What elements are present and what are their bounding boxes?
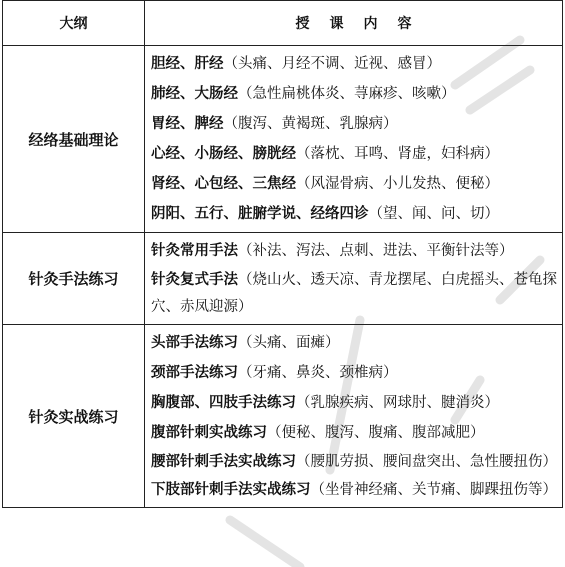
content-line bbox=[151, 448, 562, 476]
topic-text: 胸腹部、四肢手法练习 bbox=[151, 394, 296, 411]
content-line bbox=[151, 79, 562, 109]
detail-text: （乳腺疾病、网球肘、腱消炎） bbox=[296, 395, 499, 411]
topic-text: 针灸常用手法 bbox=[151, 242, 238, 259]
topic-text: 针灸复式手法 bbox=[151, 271, 238, 288]
detail-text: （腰肌劳损、腰间盘突出、急性腰扭伤） bbox=[296, 454, 557, 470]
detail-text: （风湿骨病、小儿发热、便秘） bbox=[296, 176, 499, 192]
topic-text: 颈部手法练习 bbox=[151, 364, 238, 381]
topic-text: 心经、小肠经、膀胱经 bbox=[151, 145, 296, 162]
topic-text: 胃经、脾经 bbox=[151, 115, 224, 132]
content-line bbox=[151, 199, 562, 229]
content-line bbox=[151, 139, 562, 169]
detail-text: （头痛、月经不调、近视、感冒） bbox=[223, 56, 441, 72]
section-title: 经络基础理论 bbox=[3, 46, 145, 233]
topic-text: 胆经、肝经 bbox=[151, 55, 224, 72]
topic-text: 肾经、心包经、三焦经 bbox=[151, 175, 296, 192]
detail-text: （落枕、耳鸣、肾虚，妇科病） bbox=[296, 146, 499, 162]
topic-text: 腰部针刺手法实战练习 bbox=[151, 453, 296, 470]
detail-text: （坐骨神经痛、关节痛、脚踝扭伤等） bbox=[310, 482, 557, 498]
header-row bbox=[3, 1, 563, 46]
content-line bbox=[151, 388, 562, 418]
detail-text: （补法、泻法、点刺、进法、平衡针法等） bbox=[238, 243, 514, 259]
topic-text: 头部手法练习 bbox=[151, 334, 238, 351]
section-content bbox=[145, 233, 563, 325]
topic-text: 腹部针刺实战练习 bbox=[151, 424, 267, 441]
outline-header: 大纲 bbox=[3, 1, 145, 46]
section-title: 针灸手法练习 bbox=[3, 233, 145, 325]
detail-text: （急性扁桃体炎、荨麻疹、咳嗽） bbox=[238, 86, 456, 102]
topic-text: 阴阳、五行、脏腑学说、经络四诊 bbox=[151, 205, 369, 222]
content-line bbox=[151, 418, 562, 448]
section-title: 针灸实战练习 bbox=[3, 325, 145, 508]
section-row bbox=[3, 325, 563, 508]
section-row bbox=[3, 233, 563, 325]
detail-text: （腹泻、黄褐斑、乳腺病） bbox=[223, 116, 398, 132]
detail-text: （便秘、腹泻、腹痛、腹部减肥） bbox=[267, 425, 485, 441]
content-line bbox=[151, 109, 562, 139]
section-content bbox=[145, 325, 563, 508]
content-line bbox=[151, 266, 562, 321]
syllabus-table bbox=[2, 0, 563, 508]
section-row bbox=[3, 46, 563, 233]
topic-text: 下肢部针刺手法实战练习 bbox=[151, 481, 311, 498]
section-content bbox=[145, 46, 563, 233]
detail-text: （烧山火、透天凉、青龙摆尾、白虎摇头、苍龟探穴、赤凤迎源） bbox=[151, 272, 557, 315]
detail-text: （牙痛、鼻炎、颈椎病） bbox=[238, 365, 398, 381]
detail-text: （望、闻、问、切） bbox=[368, 206, 499, 222]
content-line bbox=[151, 328, 562, 358]
content-line bbox=[151, 49, 562, 79]
content-header: 授课内容 bbox=[145, 1, 563, 46]
detail-text: （头痛、面瘫） bbox=[238, 335, 340, 351]
content-line bbox=[151, 169, 562, 199]
content-line bbox=[151, 236, 562, 266]
topic-text: 肺经、大肠经 bbox=[151, 85, 238, 102]
content-line bbox=[151, 358, 562, 388]
content-line bbox=[151, 476, 562, 504]
